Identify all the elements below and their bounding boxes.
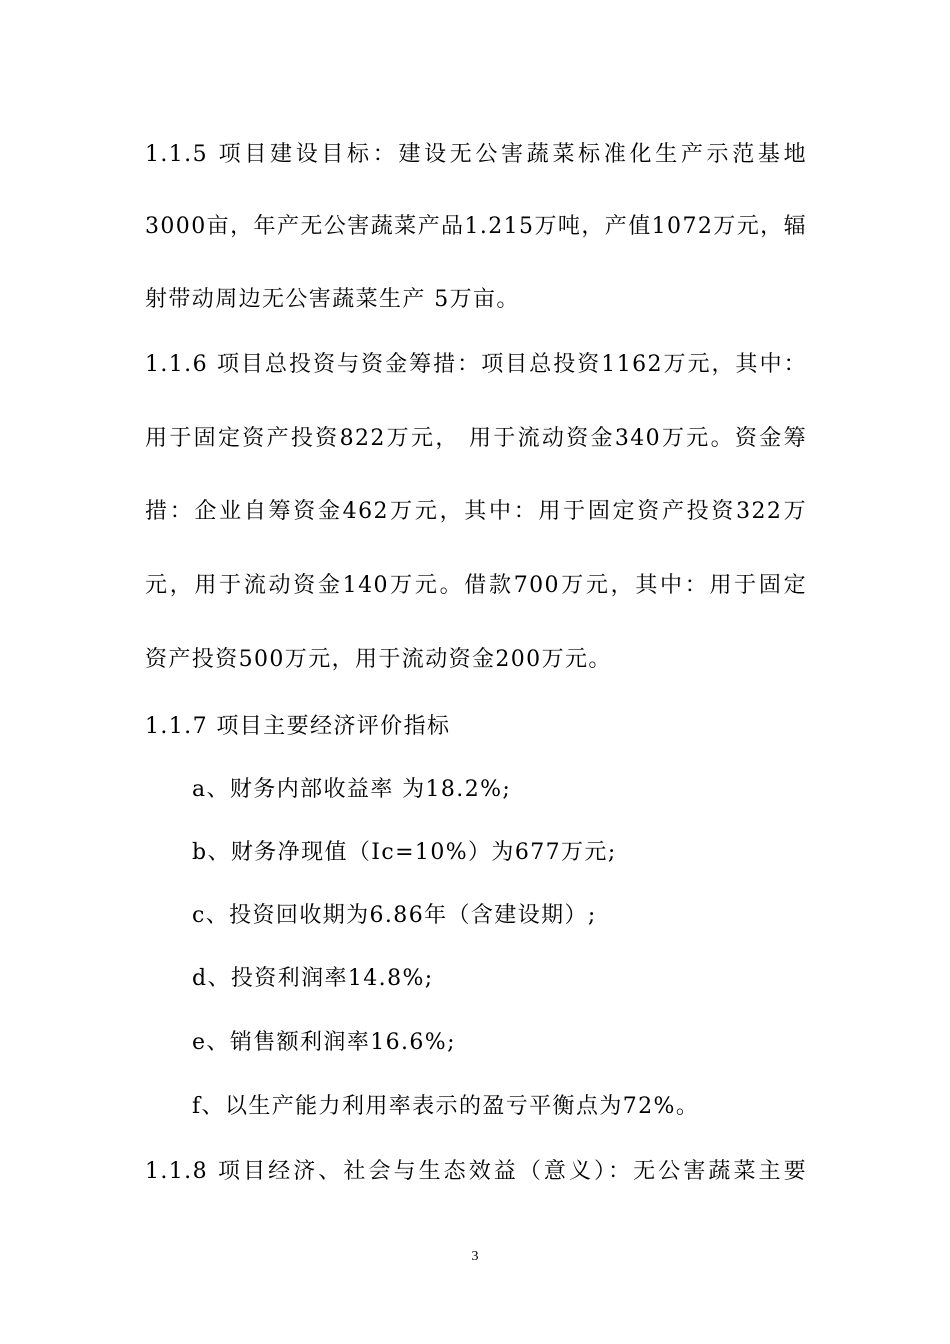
paragraph-1-1-6-line-1: 1.1.6 项目总投资与资金筹措：项目总投资1162万元，其中： [145,352,807,377]
paragraph-1-1-5-line-2: 3000亩，年产无公害蔬菜产品1.215万吨，产值1072万元，辐 [145,214,807,239]
page-number: 3 [471,1249,479,1264]
indicator-item-f: f、以生产能力利用率表示的盈亏平衡点为72%。 [192,1094,700,1119]
section-heading-1-1-7: 1.1.7 项目主要经济评价指标 [145,714,451,739]
paragraph-1-1-6-line-2: 用于固定资产投资822万元， 用于流动资金340万元。资金筹 [145,426,807,451]
paragraph-1-1-6-line-5: 资产投资500万元，用于流动资金200万元。 [145,647,612,672]
indicator-item-a: a、财务内部收益率 为18.2%; [192,777,512,802]
indicator-item-e: e、销售额利润率16.6%; [192,1030,456,1055]
indicator-item-c: c、投资回收期为6.86年（含建设期）; [192,903,597,928]
paragraph-1-1-8-line-1: 1.1.8 项目经济、社会与生态效益（意义）：无公害蔬菜主要 [145,1159,807,1184]
paragraph-1-1-6-line-4: 元，用于流动资金140万元。借款700万元，其中：用于固定 [145,573,807,598]
indicator-item-b: b、财务净现值（Ic=10%）为677万元; [192,840,617,865]
paragraph-1-1-5-line-3: 射带动周边无公害蔬菜生产 5万亩。 [145,287,520,312]
paragraph-1-1-5-line-1: 1.1.5 项目建设目标：建设无公害蔬菜标准化生产示范基地 [145,142,807,167]
indicator-item-d: d、投资利润率14.8%; [192,966,434,991]
paragraph-1-1-6-line-3: 措：企业自筹资金462万元，其中：用于固定资产投资322万 [145,499,807,524]
